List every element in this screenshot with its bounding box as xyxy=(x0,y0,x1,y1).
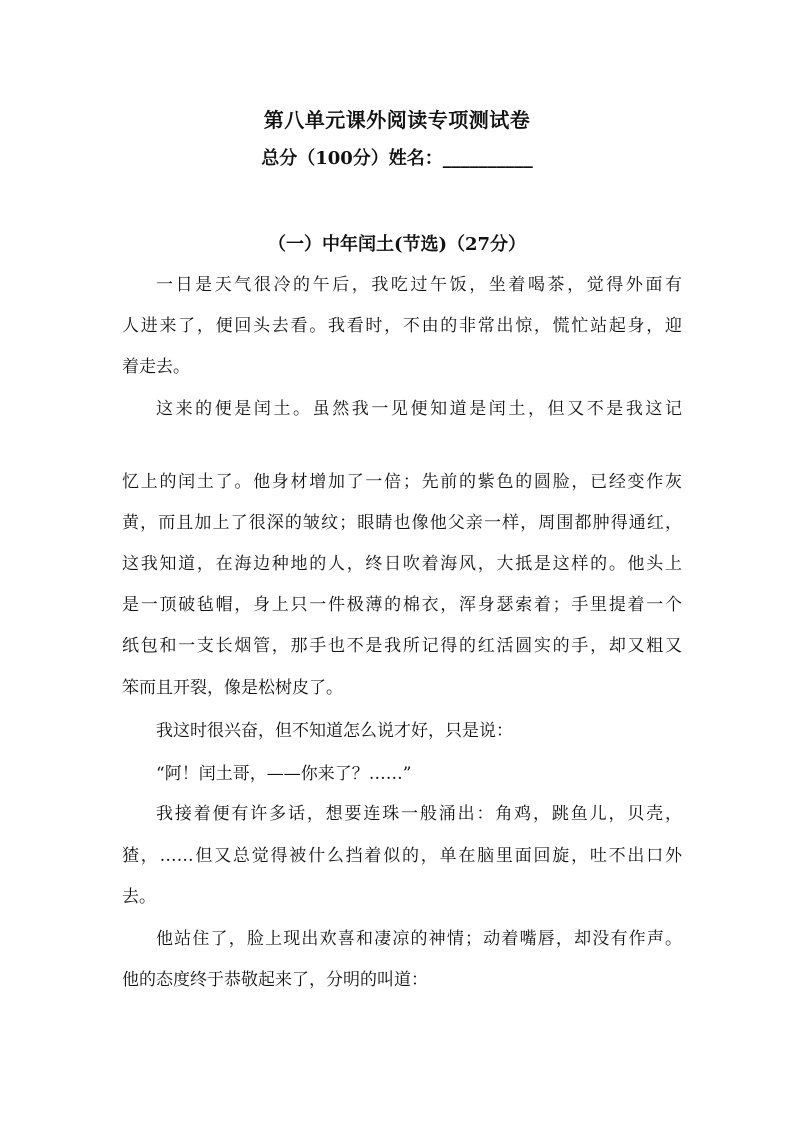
passage-line: 猹，……但又总觉得被什么挡着似的，单在脑里面回旋，吐不出口外 xyxy=(122,846,682,866)
passage-line: 这来的便是闰土。虽然我一见便知道是闰土，但又不是我这记 xyxy=(156,399,682,419)
passage-line: 我接着便有许多话，想要连珠一般涌出：角鸡，跳鱼儿，贝壳， xyxy=(156,804,682,824)
passage-line: 笨而且开裂，像是松树皮了。 xyxy=(122,678,343,698)
passage-line: 黄，而且加上了很深的皱纹；眼睛也像他父亲一样，周围都肿得通红， xyxy=(122,513,682,533)
passage-line: 忆上的闰土了。他身材增加了一倍；先前的紫色的圆脸，已经变作灰 xyxy=(122,472,682,492)
score-and-name-line: 总分（100分）姓名：__________ xyxy=(261,148,533,169)
passage-line: 一日是天气很冷的午后，我吃过午饭，坐着喝茶，觉得外面有 xyxy=(156,275,682,295)
section-title: （一）中年闰土(节选)（27分） xyxy=(267,234,527,255)
passage-line: 这我知道，在海边种地的人，终日吹着海风，大抵是这样的。他头上 xyxy=(122,554,682,574)
passage-line: 人进来了，便回头去看。我看时，不由的非常出惊，慌忙站起身，迎 xyxy=(122,316,682,336)
passage-line: 我这时很兴奋，但不知道怎么说才好，只是说： xyxy=(156,721,513,741)
passage-line: 他的态度终于恭敬起来了，分明的叫道： xyxy=(122,970,428,990)
passage-line: “阿！闰土哥，——你来了？……” xyxy=(156,764,412,784)
document-title: 第八单元课外阅读专项测试卷 xyxy=(263,108,531,132)
passage-line: 去。 xyxy=(122,887,156,907)
passage-line: 纸包和一支长烟管，那手也不是我所记得的红活圆实的手，却又粗又 xyxy=(122,636,682,656)
passage-line: 他站住了，脸上现出欢喜和凄凉的神情；动着嘴唇，却没有作声。 xyxy=(156,929,682,949)
passage-line: 是一顶破毡帽，身上只一件极薄的棉衣，浑身瑟索着；手里提着一个 xyxy=(122,595,682,615)
passage-line: 着走去。 xyxy=(122,357,190,377)
